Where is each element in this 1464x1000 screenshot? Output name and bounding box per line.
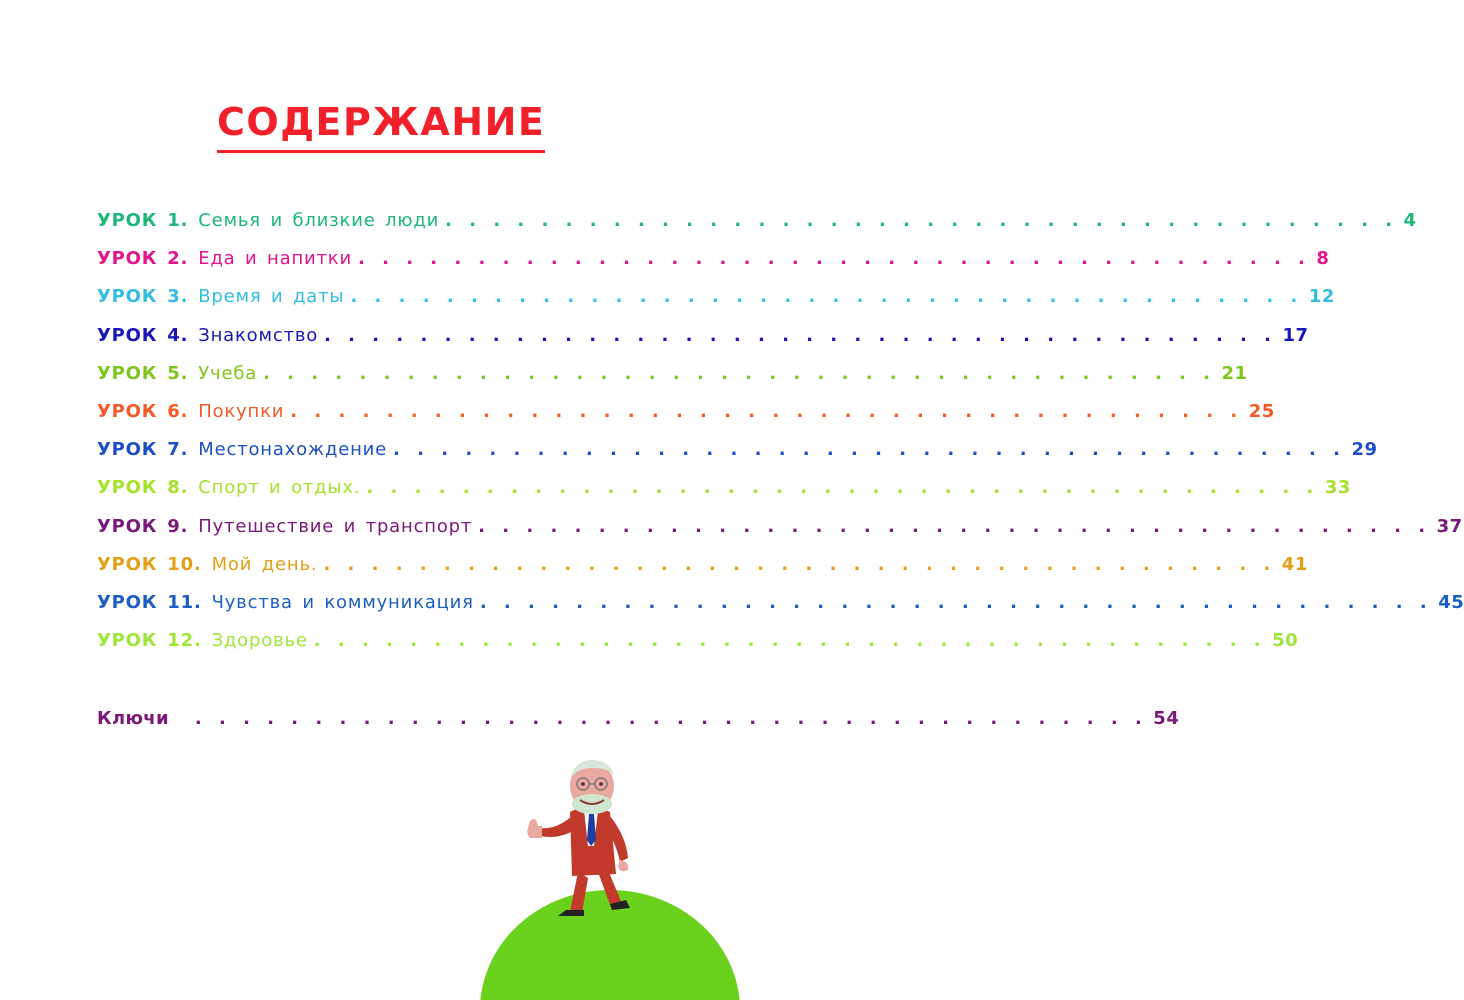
toc-row-4[interactable] [97,324,1309,363]
dot-leader: . . . . . . . . . . . . . . . . . . . . . . . . . . . . . . . . . . . . . . . . [393,439,1346,461]
lesson-topic: Знакомство [198,324,319,346]
toc-row-10[interactable] [97,553,1308,592]
lesson-label: УРОК 4. [97,324,189,346]
page-number: 4 [1403,210,1417,231]
toc-row-6[interactable] [97,400,1275,439]
title-block [217,100,545,153]
green-hill [480,890,740,1000]
dot-leader: . . . . . . . . . . . . . . . . . . . . . . . . . . . . . . . . . . . . . . . . [324,324,1277,346]
toc-row-11[interactable] [97,591,1464,630]
page-number: 8 [1316,248,1330,270]
toc-row-8[interactable] [97,477,1351,515]
lesson-label: УРОК 12. [97,630,202,652]
table-of-contents [97,210,1464,668]
dot-leader: . . . . . . . . . . . . . . . . . . . . . . . . . . . . . . . . . . . . . . . . [323,553,1276,575]
dot-leader: . . . . . . . . . . . . . . . . . . . . . . . . . . . . . . . . . . . . . . . . [479,591,1433,613]
grandpa-illustration [470,750,800,1000]
lesson-topic: Здоровье [211,630,308,652]
lesson-topic: Покупки [198,400,285,422]
lesson-label: УРОК 3. [97,286,189,308]
toc-row-keys[interactable] [97,708,1180,746]
page-number: 33 [1324,477,1351,499]
lesson-topic: Учеба [198,362,258,384]
lesson-label: УРОК 2. [97,248,189,270]
page-number: 29 [1351,439,1378,461]
toc-row-9[interactable] [97,515,1463,554]
dot-leader: . . . . . . . . . . . . . . . . . . . . . . . . . . . . . . . . . . . . . . . . [350,286,1303,308]
page-number: 12 [1308,286,1335,308]
lesson-label: УРОК 8. [97,477,189,499]
page-number: 41 [1281,553,1308,575]
dot-leader: . . . . . . . . . . . . . . . . . . . . . . . . . . . . . . . . . . . . . . . . [194,708,1148,729]
toc-row-7[interactable] [97,439,1378,477]
toc-row-2[interactable] [97,248,1330,286]
toc-row-12[interactable] [97,630,1299,668]
dot-leader: . . . . . . . . . . . . . . . . . . . . . . . . . . . . . . . . . . . . . . . . [290,400,1243,422]
dot-leader: . . . . . . . . . . . . . . . . . . . . . . . . . . . . . . . . . . . . . . . . [357,248,1311,270]
toc-row-5[interactable] [97,362,1248,401]
lesson-topic: Путешествие и транспорт [198,515,473,537]
dot-leader: . . . . . . . . . . . . . . . . . . . . . . . . . . . . . . . . . . . . . . . . [478,515,1431,537]
toc-row-1[interactable] [97,210,1417,248]
lesson-topic: Мой день. [211,553,318,575]
page-number: 50 [1272,630,1299,652]
lesson-topic: Местонахождение [198,439,388,461]
page-number: 54 [1153,708,1180,729]
lesson-label: УРОК 5. [97,362,189,384]
lesson-label: УРОК 11. [97,591,202,613]
dot-leader: . . . . . . . . . . . . . . . . . . . . . . . . . . . . . . . . . . . . . . . . [445,210,1398,231]
dot-leader: . . . . . . . . . . . . . . . . . . . . . . . . . . . . . . . . . . . . . . . . [263,362,1216,384]
lesson-topic: Чувства и коммуникация [211,591,474,613]
keys-label: Ключи [97,708,169,729]
page-number: 25 [1248,400,1275,422]
lesson-topic: Спорт и отдых. [198,477,361,499]
dot-leader: . . . . . . . . . . . . . . . . . . . . . . . . . . . . . . . . . . . . . . . . [313,630,1267,652]
lesson-topic: Семья и близкие люди [198,210,440,231]
title-underline [217,150,545,153]
toc-row-3[interactable] [97,286,1335,324]
lesson-label: УРОК 10. [97,553,202,575]
lesson-label: УРОК 1. [97,210,189,231]
lesson-topic: Время и даты [198,286,345,308]
page-number: 45 [1438,591,1464,613]
lesson-label: УРОК 9. [97,515,189,537]
lesson-label: УРОК 6. [97,400,189,422]
lesson-topic: Еда и напитки [198,248,352,270]
page-number: 37 [1436,515,1463,537]
page-number: 21 [1221,362,1248,384]
lesson-label: УРОК 7. [97,439,189,461]
dot-leader: . . . . . . . . . . . . . . . . . . . . . . . . . . . . . . . . . . . . . . . . [366,477,1319,499]
page-title: СОДЕРЖАНИЕ [217,100,546,144]
page-number: 17 [1282,324,1309,346]
